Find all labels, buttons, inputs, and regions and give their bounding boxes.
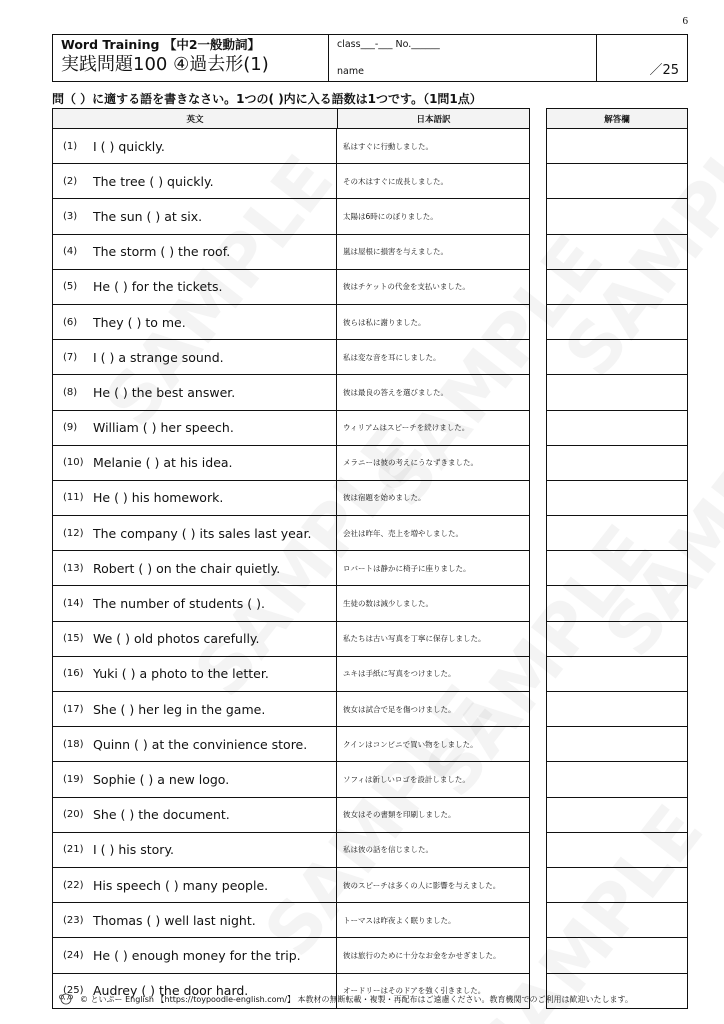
question-number: (25) — [63, 985, 84, 997]
question-row — [53, 339, 529, 374]
question-row — [53, 937, 529, 972]
english-text: His speech ( ) many people. — [93, 877, 269, 893]
answer-cell[interactable] — [547, 515, 687, 550]
question-row — [53, 656, 529, 691]
answer-cell[interactable] — [547, 445, 687, 480]
english-sentence — [53, 340, 337, 374]
question-number: (23) — [63, 914, 84, 926]
question-row — [53, 269, 529, 304]
question-number: (4) — [63, 246, 78, 258]
question-table-header — [53, 109, 529, 129]
english-text: She ( ) her leg in the game. — [93, 701, 266, 717]
english-sentence — [53, 411, 337, 445]
question-row — [53, 867, 529, 902]
answer-cell[interactable] — [547, 585, 687, 620]
footer — [58, 992, 633, 1006]
english-text: We ( ) old photos carefully. — [93, 631, 260, 647]
question-number: (12) — [63, 527, 84, 539]
question-row — [53, 374, 529, 409]
english-sentence — [53, 270, 337, 304]
japanese-translation: ロバートは静かに椅子に座りました。 — [343, 563, 471, 573]
question-row — [53, 515, 529, 550]
japanese-translation: 彼のスピーチは多くの人に影響を与えました。 — [343, 880, 501, 890]
name-label: name — [337, 66, 364, 77]
japanese-translation: 生徒の数は減少しました。 — [343, 599, 433, 609]
student-info-block — [329, 35, 597, 81]
japanese-translation: 私は彼の話を信じました。 — [343, 845, 433, 855]
question-row — [53, 691, 529, 726]
answer-cell[interactable] — [547, 129, 687, 163]
answer-cell[interactable] — [547, 691, 687, 726]
question-row — [53, 445, 529, 480]
japanese-translation: ソフィは新しいロゴを設計しました。 — [343, 774, 470, 784]
english-text: William ( ) her speech. — [93, 420, 234, 436]
english-sentence — [53, 164, 337, 198]
question-row — [53, 621, 529, 656]
answer-cell[interactable] — [547, 761, 687, 796]
english-sentence — [53, 481, 337, 515]
instruction-text: 問（ ）に適する語を書きなさい。1つの( )内に入る語数は1つです。（1問1点） — [52, 92, 482, 106]
english-text: The company ( ) its sales last year. — [93, 525, 312, 541]
class-number-label: class___-___ No.______ — [337, 39, 440, 50]
japanese-translation: 彼は旅行のために十分なお金をかせぎました。 — [343, 950, 501, 960]
answer-cell[interactable] — [547, 867, 687, 902]
question-row — [53, 163, 529, 198]
answer-cell[interactable] — [547, 410, 687, 445]
english-sentence — [53, 305, 337, 339]
answer-column-header: 解答欄 — [547, 109, 687, 129]
question-number: (8) — [63, 386, 78, 398]
japanese-translation: 彼はチケットの代金を支払いました。 — [343, 282, 470, 292]
english-sentence — [53, 516, 337, 550]
question-number: (18) — [63, 738, 84, 750]
english-sentence — [53, 586, 337, 620]
question-number: (15) — [63, 633, 84, 645]
question-table — [52, 108, 530, 1009]
answer-cell[interactable] — [547, 480, 687, 515]
question-number: (14) — [63, 598, 84, 610]
question-number: (19) — [63, 773, 84, 785]
question-row — [53, 797, 529, 832]
japanese-translation: 彼らは私に謝りました。 — [343, 317, 426, 327]
question-row — [53, 129, 529, 163]
japanese-translation: 彼は最良の答えを選びました。 — [343, 387, 448, 397]
english-text: Thomas ( ) well last night. — [93, 912, 256, 928]
japanese-translation: クインはコンビニで買い物をしました。 — [343, 739, 478, 749]
page-number: 6 — [682, 15, 688, 27]
worksheet-title: 実践問題100 ④過去形(1) — [61, 54, 269, 75]
japanese-translation: オードリーはそのドアを強く引きました。 — [343, 986, 486, 996]
question-row — [53, 761, 529, 796]
question-row — [53, 234, 529, 269]
english-sentence — [53, 762, 337, 796]
japanese-translation: ウィリアムはスピーチを続けました。 — [343, 423, 470, 433]
japanese-translation: 太陽は6時にのぼりました。 — [343, 211, 438, 221]
japanese-translation: ユキは手紙に写真をつけました。 — [343, 669, 456, 679]
score-block — [597, 35, 687, 81]
english-sentence — [53, 833, 337, 867]
japanese-translation: 私は変な音を耳にしました。 — [343, 352, 441, 362]
english-text: I ( ) his story. — [93, 842, 175, 858]
question-row — [53, 902, 529, 937]
question-number: (22) — [63, 879, 84, 891]
question-row — [53, 832, 529, 867]
answer-cell[interactable] — [547, 832, 687, 867]
worksheet-header — [52, 34, 688, 82]
question-row — [53, 198, 529, 233]
answer-cell[interactable] — [547, 726, 687, 761]
answer-cell[interactable] — [547, 339, 687, 374]
answer-cell[interactable] — [547, 656, 687, 691]
answer-cell[interactable] — [547, 550, 687, 585]
answer-cell[interactable] — [547, 937, 687, 972]
question-row — [53, 480, 529, 515]
answer-cell[interactable] — [547, 163, 687, 198]
question-number: (2) — [63, 175, 78, 187]
answer-cell[interactable] — [547, 198, 687, 233]
english-sentence — [53, 938, 337, 972]
japanese-translation: メラニーは彼の考えにうなずきました。 — [343, 458, 478, 468]
english-sentence — [53, 868, 337, 902]
english-sentence — [53, 199, 337, 233]
english-text: She ( ) the document. — [93, 807, 230, 823]
english-text: Quinn ( ) at the convinience store. — [93, 736, 308, 752]
answer-cell[interactable] — [547, 797, 687, 832]
japanese-translation: トーマスは昨夜よく眠りました。 — [343, 915, 456, 925]
japanese-translation: 私たちは古い写真を丁寧に保存しました。 — [343, 634, 486, 644]
english-sentence — [53, 235, 337, 269]
english-text: They ( ) to me. — [93, 314, 186, 330]
english-sentence — [53, 446, 337, 480]
japanese-translation: 会社は昨年、売上を増やしました。 — [343, 528, 463, 538]
english-text: Sophie ( ) a new logo. — [93, 771, 230, 787]
english-text: He ( ) the best answer. — [93, 384, 236, 400]
question-number: (13) — [63, 562, 84, 574]
answer-cell[interactable] — [547, 374, 687, 409]
japanese-translation: 嵐は屋根に損害を与えました。 — [343, 247, 448, 257]
footer-text: © といぷー English 【https://toypoodle-english.com/】 本教材の無断転載・複製・再配布はご遠慮ください。教育機関でのご利用は歓迎いたします。 — [80, 994, 633, 1004]
english-sentence — [53, 551, 337, 585]
question-number: (9) — [63, 422, 78, 434]
english-text: The sun ( ) at six. — [93, 208, 203, 224]
answer-cell[interactable] — [547, 269, 687, 304]
question-row — [53, 410, 529, 445]
question-number: (20) — [63, 809, 84, 821]
question-number: (3) — [63, 210, 78, 222]
question-row — [53, 585, 529, 620]
english-column-header: 英文 — [53, 109, 338, 128]
english-sentence — [53, 692, 337, 726]
english-text: Audrey ( ) the door hard. — [93, 983, 249, 999]
english-text: The number of students ( ). — [93, 596, 265, 612]
english-text: The storm ( ) the roof. — [93, 244, 231, 260]
question-number: (17) — [63, 703, 84, 715]
english-sentence — [53, 622, 337, 656]
question-row — [53, 304, 529, 339]
answer-cell[interactable] — [547, 304, 687, 339]
answer-cell[interactable] — [547, 902, 687, 937]
english-text: I ( ) quickly. — [93, 138, 165, 154]
question-row — [53, 550, 529, 585]
english-text: He ( ) for the tickets. — [93, 279, 223, 295]
english-sentence — [53, 375, 337, 409]
japanese-translation: 彼は宿題を始めました。 — [343, 493, 426, 503]
question-number: (7) — [63, 351, 78, 363]
japanese-column-header: 日本語訳 — [416, 114, 451, 125]
english-sentence — [53, 798, 337, 832]
question-number: (5) — [63, 281, 78, 293]
english-sentence — [53, 129, 337, 163]
answer-cell[interactable] — [547, 234, 687, 269]
japanese-translation: 私はすぐに行動しました。 — [343, 141, 433, 151]
question-number: (6) — [63, 316, 78, 328]
question-row — [53, 726, 529, 761]
english-text: Yuki ( ) a photo to the letter. — [93, 666, 269, 682]
english-sentence — [53, 727, 337, 761]
question-number: (16) — [63, 668, 84, 680]
japanese-translation: 彼女はその書類を印刷しました。 — [343, 810, 456, 820]
english-text: Melanie ( ) at his idea. — [93, 455, 233, 471]
english-text: He ( ) enough money for the trip. — [93, 947, 301, 963]
answer-cell[interactable] — [547, 621, 687, 656]
japanese-translation: 彼女は試合で足を傷つけました。 — [343, 704, 456, 714]
poodle-logo-icon — [58, 992, 74, 1006]
question-number: (24) — [63, 949, 84, 961]
score-total: ／25 — [649, 63, 679, 78]
question-number: (11) — [63, 492, 84, 504]
answer-column — [546, 108, 688, 1009]
question-number: (1) — [63, 140, 78, 152]
english-text: The tree ( ) quickly. — [93, 173, 214, 189]
english-text: I ( ) a strange sound. — [93, 349, 224, 365]
japanese-translation: その木はすぐに成長しました。 — [343, 176, 448, 186]
title-block — [53, 35, 329, 81]
question-number: (10) — [63, 457, 84, 469]
english-text: Robert ( ) on the chair quietly. — [93, 560, 281, 576]
english-sentence — [53, 903, 337, 937]
worksheet-subtitle: Word Training 【中2一般動詞】 — [61, 37, 261, 52]
english-sentence — [53, 657, 337, 691]
english-text: He ( ) his homework. — [93, 490, 224, 506]
question-number: (21) — [63, 844, 84, 856]
